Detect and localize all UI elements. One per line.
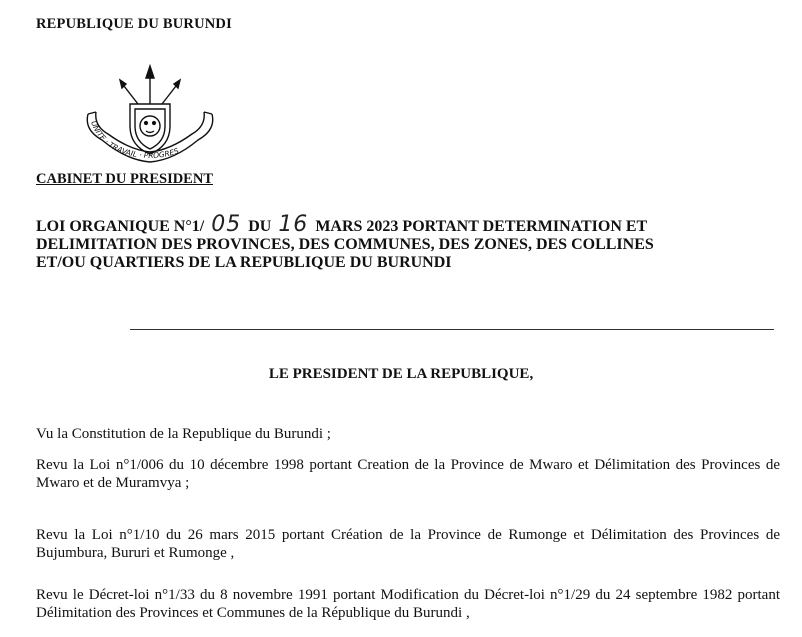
svg-text:UNITE · TRAVAIL · PROGRES: UNITE · TRAVAIL · PROGRES	[89, 119, 181, 161]
president-heading: LE PRESIDENT DE LA REPUBLIQUE,	[268, 366, 534, 382]
separator-line	[130, 329, 774, 330]
title-line-3: ET/OU QUARTIERS DE LA REPUBLIQUE DU BURUNDI	[36, 254, 452, 271]
visa-paragraph-4: Revu le Décret-loi n°1/33 du 8 novembre 1991 portant Modification du Décret-loi n°1/29 du 24 septembre 1982 portant Délimitation des Provinces et Communes de la République du Burundi ,	[36, 587, 780, 621]
title-line-1-rest: MARS 2023 PORTANT DETERMINATION ET	[315, 218, 648, 235]
visa-paragraph-2: Revu la Loi n°1/006 du 10 décembre 1998 portant Creation de la Province de Mwaro et Délimitation des Provinces de Mwaro et de Muramvya ;	[36, 457, 780, 491]
title-prefix: LOI ORGANIQUE N°1/	[36, 218, 205, 235]
coat-of-arms-icon	[74, 64, 226, 168]
office-header: CABINET DU PRESIDENT	[36, 171, 213, 187]
title-line-2: DELIMITATION DES PROVINCES, DES COMMUNES, DES ZONES, DES COLLINES	[36, 236, 654, 253]
law-title	[36, 212, 784, 272]
handwritten-law-number: 05	[211, 212, 242, 237]
visa-paragraph-1: Vu la Constitution de la Republique du Burundi ;	[36, 426, 331, 442]
title-du: DU	[248, 218, 272, 235]
handwritten-day: 16	[278, 212, 309, 237]
country-header: REPUBLIQUE DU BURUNDI	[36, 16, 232, 32]
title-line-1	[36, 212, 784, 237]
visa-paragraph-3: Revu la Loi n°1/10 du 26 mars 2015 portant Création de la Province de Rumonge et Délimitation des Provinces de Bujumbura, Bururi et Rumonge ,	[36, 527, 780, 561]
